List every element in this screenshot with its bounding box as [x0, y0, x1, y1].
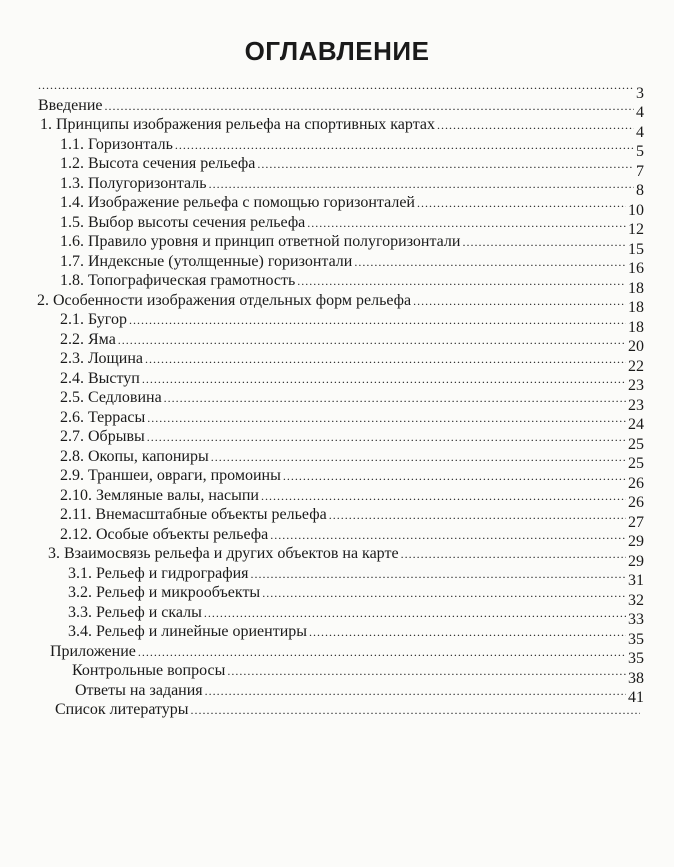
dot-leader [261, 487, 640, 507]
dot-leader [211, 448, 640, 468]
toc-page-number: 5 [636, 143, 644, 160]
toc-entry-title: Список литературы [55, 701, 189, 718]
dot-leader [309, 623, 640, 643]
toc-page-number: 16 [628, 260, 644, 277]
toc-entry-title: Контрольные вопросы [72, 662, 226, 679]
dot-leader [417, 194, 640, 214]
toc-entry-title: 1.8. Топографическая грамотность [60, 272, 296, 289]
toc-entry-title: 2.1. Бугор [60, 311, 127, 328]
toc-entry-title: 1. Принципы изображения рельефа на спортивных картах [40, 116, 435, 133]
toc-entry-title: 3.4. Рельеф и линейные ориентиры [68, 623, 308, 640]
dot-leader [227, 662, 640, 682]
toc-page-number: 32 [628, 591, 644, 609]
toc-entry-title: 2.12. Особые объекты рельефа [60, 525, 269, 543]
toc-page-number: 25 [628, 455, 644, 472]
toc-page-number: 3 [636, 84, 644, 102]
toc-entry-title: 1.3. Полугоризонталь [60, 174, 207, 192]
toc-page-number: 35 [628, 630, 644, 648]
toc-page-number: 7 [636, 162, 644, 180]
dot-leader [257, 155, 640, 175]
toc-entry-title: 1.4. Изображение рельефа с помощью горизонталей [60, 194, 415, 211]
toc-entry-title: 1.5. Выбор высоты сечения рельефа [60, 213, 306, 231]
toc-entry [0, 84, 674, 116]
dot-leader [145, 350, 640, 370]
dot-leader [129, 311, 640, 331]
toc-page-number: 8 [636, 182, 644, 199]
toc-entry-title: 1.6. Правило уровня и принцип ответной полугоризонтали [60, 233, 461, 250]
dot-leader [147, 428, 640, 448]
toc-entry-title: 2.2. Яма [60, 330, 116, 348]
toc-page-number: 33 [628, 611, 644, 628]
dot-leader [138, 643, 640, 663]
toc-entry-title: Введение [38, 96, 103, 114]
toc-entry-title: 1.1. Горизонталь [60, 135, 173, 153]
toc-page-number: 41 [628, 689, 644, 706]
toc-entry-title: 2.10. Земляные валы, насыпи [60, 486, 259, 504]
dot-leader [105, 97, 641, 117]
toc-entry-title: 3.1. Рельеф и гидрография [68, 564, 249, 582]
toc-entry-title: 3.2. Рельеф и микрообъекты [68, 584, 261, 601]
toc-page-number: 22 [628, 357, 644, 375]
toc-page-number: 15 [628, 240, 644, 258]
dot-leader [297, 272, 640, 292]
dot-leader [191, 701, 640, 721]
toc-entry-title: 1.7. Индексные (утолщенные) горизонтали [60, 252, 353, 270]
toc-page-number: 20 [628, 338, 644, 355]
toc-entry-title: 3.3. Рельеф и скалы [68, 603, 202, 621]
dot-leader [209, 175, 640, 195]
toc-page-number: 31 [628, 572, 644, 589]
toc-page-number: 23 [628, 396, 644, 414]
dot-leader [437, 116, 640, 136]
toc-entry-title: 2.3. Лощина [60, 350, 143, 367]
table-of-contents [0, 76, 674, 720]
dot-leader [283, 467, 640, 487]
toc-entry-title: 2.8. Окопы, капониры [60, 447, 209, 465]
toc-page-number: 27 [628, 513, 644, 531]
dot-leader [175, 136, 640, 156]
toc-page-number: 26 [628, 494, 644, 511]
dot-leader [147, 409, 640, 429]
dot-leader [307, 214, 640, 234]
dot-leader [401, 545, 640, 565]
dot-leader [251, 565, 640, 585]
toc-entry-title: 2.5. Седловина [60, 389, 162, 406]
toc-page-number: 24 [628, 416, 644, 433]
dot-leader [164, 389, 640, 409]
toc-entry-title: 2.7. Обрывы [60, 428, 145, 445]
toc-entry-title: 1.2. Высота сечения рельефа [60, 155, 256, 172]
dot-leader [329, 506, 640, 526]
dot-leader [142, 370, 640, 390]
dot-leader [270, 526, 640, 546]
toc-entry-title: 2. Особенности изображения отдельных форм рельефа [37, 291, 412, 309]
toc-page-number: 35 [628, 650, 644, 667]
toc-page-number: 4 [636, 123, 644, 141]
page-title: ОГЛАВЛЕНИЕ [244, 36, 430, 66]
toc-page-number: 18 [628, 299, 644, 316]
toc-page-number: 23 [628, 377, 644, 394]
toc-page-number: 4 [636, 104, 644, 121]
dot-leader [354, 253, 640, 273]
toc-page-number: 10 [628, 201, 644, 219]
toc-leader-row [0, 76, 674, 96]
dot-leader [38, 76, 640, 96]
toc-entry-title: 2.9. Траншеи, овраги, промоины [60, 467, 281, 484]
toc-entry-title: 3. Взаимосвязь рельефа и других объектов на карте [48, 545, 399, 562]
dot-leader [462, 233, 640, 253]
dot-leader [205, 682, 640, 702]
toc-page-number: 29 [628, 552, 644, 570]
toc-page-number: 38 [628, 669, 644, 687]
toc-entry-title: Ответы на задания [75, 681, 203, 699]
dot-leader [413, 292, 640, 312]
toc-page-number: 18 [628, 279, 644, 297]
toc-entry-title: 2.4. Выступ [60, 369, 140, 387]
toc-page-number: 25 [628, 435, 644, 453]
dot-leader [204, 604, 640, 624]
toc-page-number: 18 [628, 318, 644, 336]
toc-page-number: 12 [628, 221, 644, 238]
toc-entry-title: Приложение [50, 642, 136, 660]
toc-page-number: 26 [628, 474, 644, 492]
dot-leader [262, 584, 640, 604]
dot-leader [118, 331, 640, 351]
toc-page-number: 29 [628, 533, 644, 550]
toc-entry-title: 2.11. Внемасштабные объекты рельефа [60, 506, 327, 523]
toc-entry-title: 2.6. Террасы [60, 408, 146, 426]
